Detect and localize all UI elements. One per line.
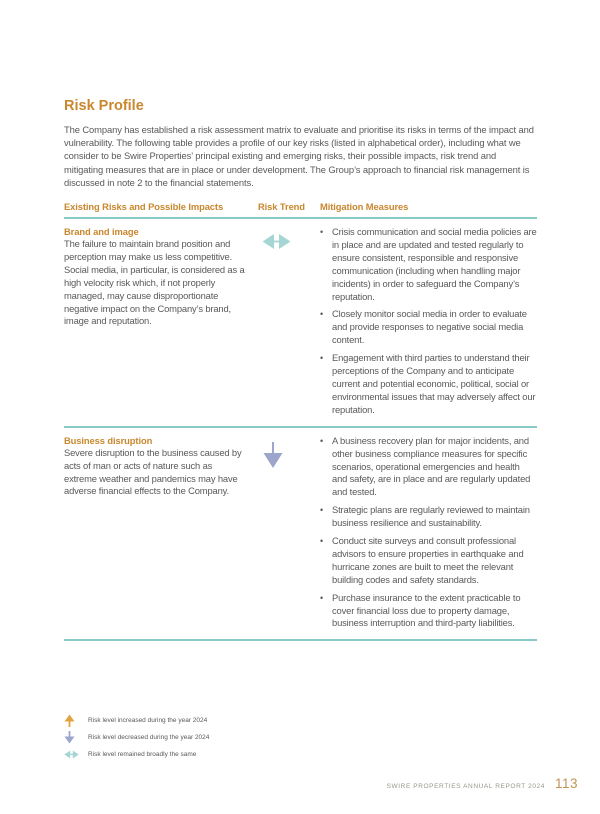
bullet-icon: • — [320, 592, 324, 603]
measures-cell — [320, 226, 537, 417]
page-content — [64, 98, 537, 641]
list-item — [320, 504, 537, 530]
measure-text: Crisis communication and social media policies are in place and are updated and tested regularly to ensure consistent, responsible and responsive communication (including when handling major incidents) in order to safeguard the Company’s reputation. — [332, 226, 537, 302]
legend-label: Risk level decreased during the year 2024 — [88, 734, 210, 741]
bullet-icon: • — [320, 536, 324, 547]
bullet-icon: • — [320, 505, 324, 516]
table-header-row — [64, 201, 537, 219]
measure-text: Closely monitor social media in order to evaluate and provide responses to negative social media content. — [332, 308, 527, 346]
risk-cell — [64, 226, 258, 417]
bullet-icon: • — [320, 227, 324, 238]
bullet-icon: • — [320, 435, 324, 446]
risk-title: Business disruption — [64, 434, 153, 446]
bullet-icon: • — [320, 309, 324, 320]
table-row-brand-and-image — [64, 219, 537, 428]
legend-label: Risk level increased during the year 2024 — [88, 717, 208, 724]
measure-text: Conduct site surveys and consult professional advisors to ensure properties in earthquake and hurricane zones are built to meet the relevant building codes and safety standards. — [332, 535, 524, 585]
risk-trend-legend — [64, 712, 209, 763]
list-item — [320, 535, 537, 587]
down-arrow-icon — [64, 731, 88, 744]
legend-label: Risk level remained broadly the same — [88, 751, 197, 758]
risk-title: Brand and image — [64, 226, 139, 238]
intro-paragraph: The Company has established a risk assessment matrix to evaluate and prioritise its risks in terms of the impact and vulnerability. The following table provides a profile of our key risks (listed in alphabetical order), including what we consider to be Swire Properties’ principal existing and emerging risks, their possible impacts, risk trend and mitigating measures that are in place or under development. The Group’s approach to financial risk management is discussed in note 2 to the financial statements. — [64, 124, 534, 188]
list-item — [320, 592, 537, 631]
measures-cell — [320, 435, 537, 631]
list-item — [320, 435, 537, 500]
legend-item-same — [64, 746, 209, 763]
left-right-arrow-icon — [262, 233, 291, 250]
up-arrow-icon — [64, 714, 88, 727]
risk-profile-table — [64, 201, 537, 641]
page-number: 113 — [554, 776, 578, 791]
column-header-existing-risks: Existing Risks and Possible Impacts — [64, 201, 224, 213]
trend-cell — [258, 226, 320, 417]
list-item — [320, 352, 537, 417]
left-right-arrow-icon — [64, 750, 88, 759]
legend-item-increased — [64, 712, 209, 729]
risk-cell — [64, 435, 258, 631]
risk-description: The failure to maintain brand position and perception may make us less competitive. Social media, in particular, is considered as a high velocity risk which, if not properly managed, may cause disproportionate negative impact on the Company’s brand, image and reputation. — [64, 238, 245, 327]
column-header-risk-trend: Risk Trend — [258, 201, 305, 213]
measure-text: Strategic plans are regularly reviewed to maintain business resilience and sustainability. — [332, 504, 530, 529]
measure-text: A business recovery plan for major incidents, and other business compliance measures for specific scenarios, operational emergencies and health and safety, are in place and are regularly updated and tested. — [332, 434, 531, 498]
legend-item-decreased — [64, 729, 209, 746]
risk-description: Severe disruption to the business caused by acts of man or acts of nature such as extreme weather and pandemics may have adverse financial effects to the Company. — [64, 446, 242, 497]
measure-text: Engagement with third parties to understand their perceptions of the Company and to anticipate current and potential economic, political, social or environmental issues that may adversely affect our reputation. — [332, 352, 536, 415]
bullet-icon: • — [320, 353, 324, 364]
list-item — [320, 226, 537, 303]
table-row-business-disruption — [64, 428, 537, 642]
report-name: SWIRE PROPERTIES ANNUAL REPORT 2024 — [386, 783, 545, 790]
measure-text: Purchase insurance to the extent practicable to cover financial loss due to property damage, business interruption and third-party liabilities. — [332, 591, 521, 629]
trend-cell — [258, 435, 320, 631]
page-title: Risk Profile — [64, 98, 144, 114]
column-header-mitigation-measures: Mitigation Measures — [320, 201, 409, 213]
page-footer — [387, 776, 578, 791]
down-arrow-icon — [262, 442, 284, 469]
list-item — [320, 308, 537, 347]
